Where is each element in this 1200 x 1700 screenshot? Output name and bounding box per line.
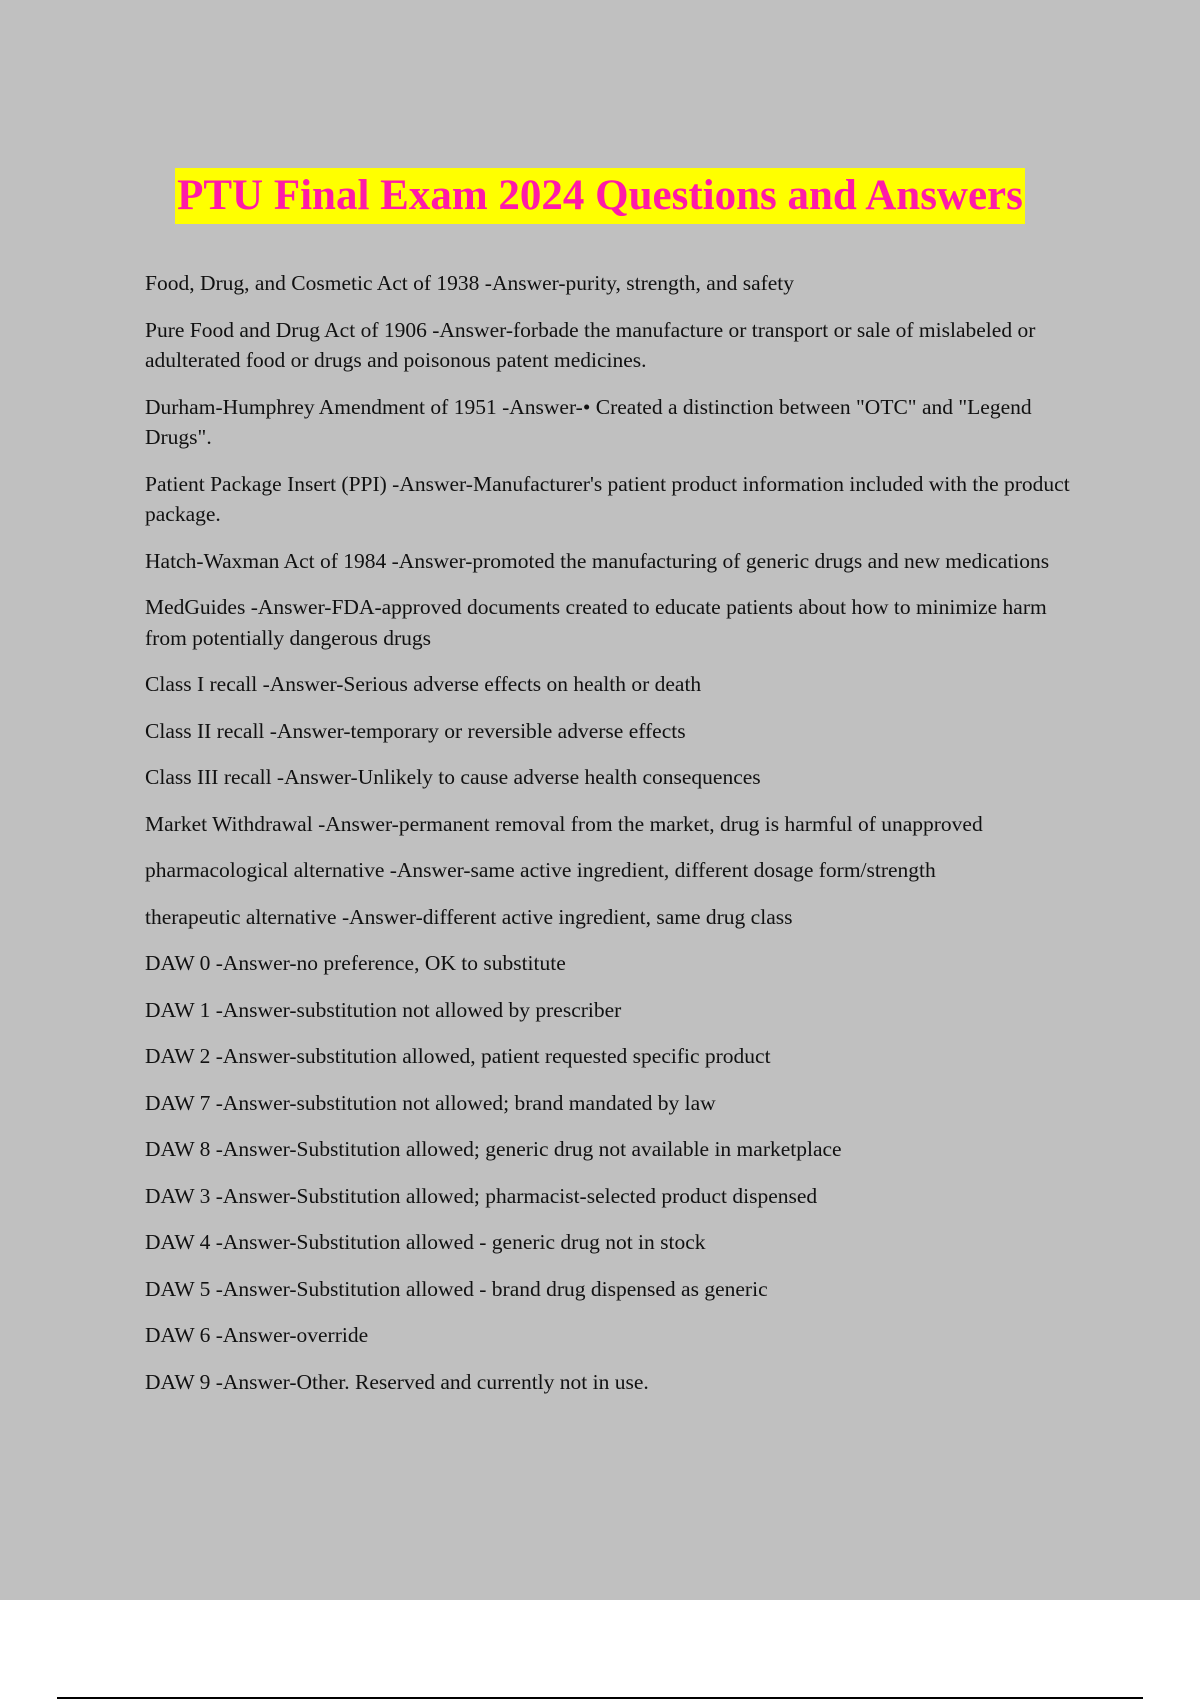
qa-item: DAW 0 -Answer-no preference, OK to substitute bbox=[145, 951, 566, 975]
page-title: PTU Final Exam 2024 Questions and Answers bbox=[175, 168, 1025, 224]
qa-item: Market Withdrawal -Answer-permanent removal from the market, drug is harmful of unapproved bbox=[145, 811, 983, 836]
qa-item: Class II recall -Answer-temporary or reversible adverse effects bbox=[145, 718, 686, 743]
qa-item: Patient Package Insert (PPI) -Answer-Manufacturer's patient product information included with the product package. bbox=[145, 471, 1070, 526]
qa-item: therapeutic alternative -Answer-different active ingredient, same drug class bbox=[145, 904, 793, 929]
qa-item: DAW 9 -Answer-Other. Reserved and currently not in use. bbox=[145, 1369, 649, 1394]
qa-item: DAW 6 -Answer-override bbox=[145, 1323, 369, 1347]
qa-item: DAW 7 -Answer-substitution not allowed; brand mandated by law bbox=[145, 1090, 716, 1115]
qa-item: Food, Drug, and Cosmetic Act of 1938 -Answer-purity, strength, and safety bbox=[145, 271, 795, 295]
footer-divider bbox=[57, 1697, 1143, 1699]
qa-item: pharmacological alternative -Answer-same active ingredient, different dosage form/strength bbox=[145, 858, 936, 882]
qa-item: DAW 8 -Answer-Substitution allowed; generic drug not available in marketplace bbox=[145, 1137, 842, 1161]
qa-item: DAW 3 -Answer-Substitution allowed; pharmacist-selected product dispensed bbox=[145, 1183, 818, 1208]
qa-item: Hatch-Waxman Act of 1984 -Answer-promoted the manufacturing of generic drugs and new medications bbox=[145, 548, 1050, 573]
qa-item: Pure Food and Drug Act of 1906 -Answer-forbade the manufacture or transport or sale of mislabeled or adulterated food or drugs and poisonous patent medicines. bbox=[145, 317, 1036, 372]
qa-item: MedGuides -Answer-FDA-approved documents created to educate patients about how to minimize harm from potentially dangerous drugs bbox=[145, 595, 1047, 650]
qa-item: DAW 4 -Answer-Substitution allowed - generic drug not in stock bbox=[145, 1230, 706, 1254]
qa-list bbox=[145, 268, 1075, 1413]
qa-item: DAW 5 -Answer-Substitution allowed - brand drug dispensed as generic bbox=[145, 1276, 768, 1301]
qa-item: DAW 2 -Answer-substitution allowed, patient requested specific product bbox=[145, 1044, 771, 1068]
qa-item: Class III recall -Answer-Unlikely to cause adverse health consequences bbox=[145, 765, 761, 789]
title-container bbox=[0, 168, 1200, 224]
qa-item: Durham-Humphrey Amendment of 1951 -Answer-• Created a distinction between "OTC" and "Legend Drugs". bbox=[145, 394, 1032, 449]
qa-item: DAW 1 -Answer-substitution not allowed by prescriber bbox=[145, 997, 622, 1022]
qa-item: Class I recall -Answer-Serious adverse effects on health or death bbox=[145, 672, 702, 696]
